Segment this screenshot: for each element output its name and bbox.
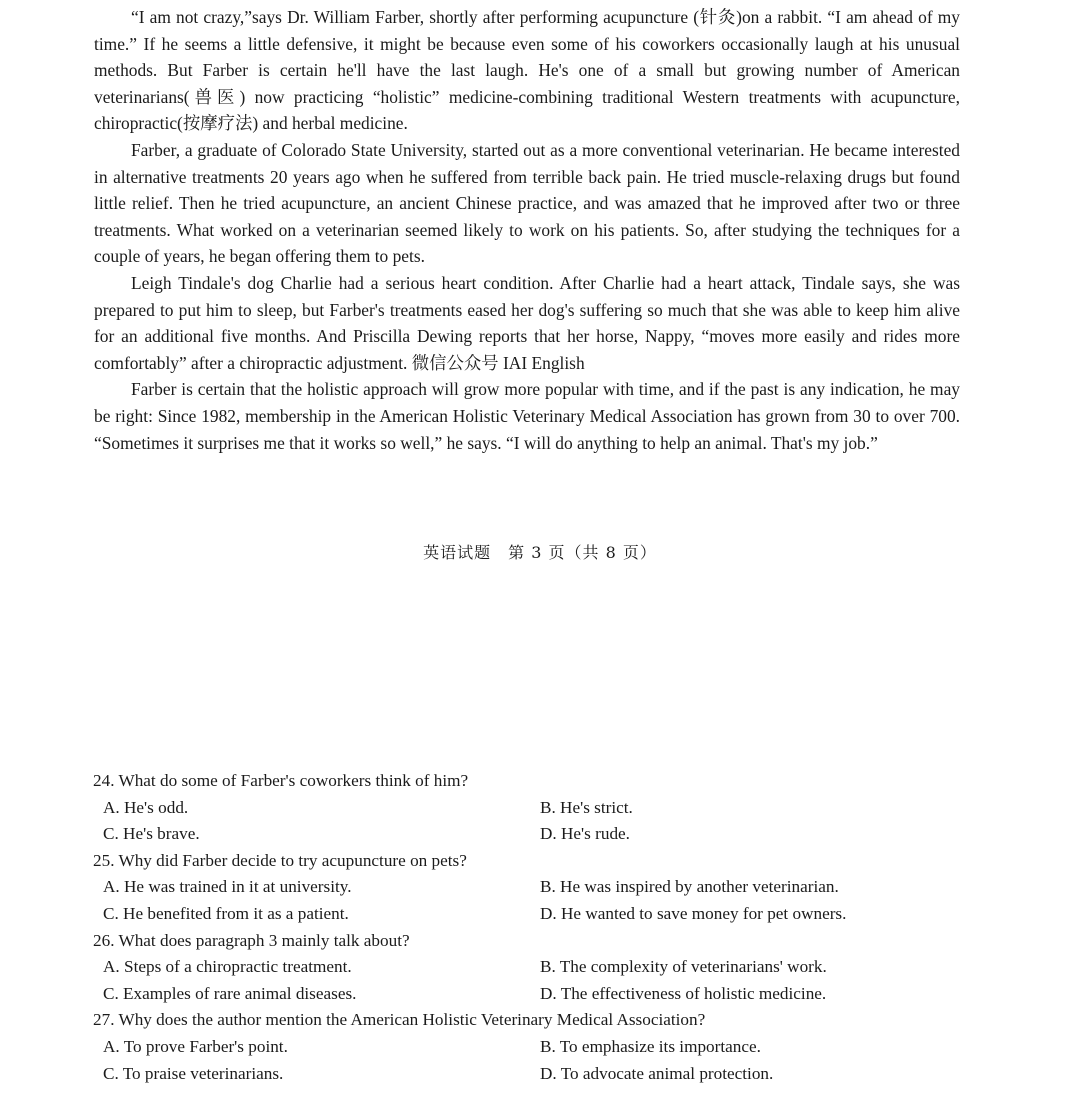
- question-options: [93, 874, 973, 927]
- option-b: B. To emphasize its importance.: [540, 1036, 761, 1056]
- question-stem: 24. What do some of Farber's coworkers think of him?: [93, 771, 469, 790]
- option-d: D. To advocate animal protection.: [540, 1063, 774, 1083]
- option-c: C. He's brave.: [103, 824, 200, 844]
- option-d: D. He's rude.: [540, 824, 630, 844]
- option-d: D. He wanted to save money for pet owners.: [540, 903, 847, 923]
- question-options: [93, 1034, 973, 1087]
- option-c: C. He benefited from it as a patient.: [103, 903, 349, 923]
- option-c: C. Examples of rare animal diseases.: [103, 983, 357, 1003]
- option-b: B. The complexity of veterinarians' work.: [540, 957, 827, 977]
- page-footer: 英语试题 第 3 页（共 8 页）: [423, 543, 657, 562]
- option-a: A. Steps of a chiropractic treatment.: [103, 957, 352, 977]
- question-stem: 27. Why does the author mention the American Holistic Veterinary Medical Association?: [93, 1010, 706, 1030]
- question-list: [93, 768, 973, 1087]
- question-stem: 25. Why did Farber decide to try acupuncture on pets?: [93, 850, 467, 870]
- reading-passage: [94, 4, 960, 456]
- option-a: A. He's odd.: [103, 797, 189, 817]
- question-24: [93, 768, 973, 848]
- passage-paragraph-4: Farber is certain that the holistic approach will grow more popular with time, and if the past is any indication, he may be right: Since 1982, membership in the American Holistic Veterinary Medical Association has grown from 30 to over 700. “Sometimes it surprises me that it works so well,” he says. “I will do anything to help an animal. That's my job.”: [94, 379, 960, 453]
- option-b: B. He's strict.: [540, 797, 633, 817]
- passage-paragraph-2: Farber, a graduate of Colorado State University, started out as a more conventional veterinarian. He became interested in alternative treatments 20 years ago when he suffered from terrible back pain. He tried muscle-relaxing drugs but found little relief. Then he tried acupuncture, an ancient Chinese practice, and was amazed that he improved after two or three treatments. What worked on a veterinarian seemed likely to work on his patients. So, after studying the techniques for a couple of years, he began offering them to pets.: [94, 139, 960, 267]
- question-stem: 26. What does paragraph 3 mainly talk about?: [93, 930, 410, 950]
- passage-paragraph-1: “I am not crazy,”says Dr. William Farber, shortly after performing acupuncture (针灸)on a rabbit. “I am ahead of my time.” If he seems a little defensive, it might be because even some of his coworkers occasionally laugh at his unusual methods. But Farber is certain he'll have the last laugh. He's one of a small but growing number of American veterinarians(兽医) now practicing “holistic” medicine-combining traditional Western treatments with acupuncture, chiropractic(按摩疗法) and herbal medicine.: [94, 7, 960, 134]
- question-27: [93, 1007, 973, 1087]
- option-d: D. The effectiveness of holistic medicine.: [540, 983, 827, 1003]
- option-a: A. He was trained in it at university.: [103, 877, 352, 897]
- question-26: [93, 928, 973, 1008]
- question-options: [93, 954, 973, 1007]
- question-25: [93, 848, 973, 928]
- question-options: [93, 795, 973, 848]
- option-a: A. To prove Farber's point.: [103, 1036, 288, 1056]
- passage-paragraph-3: Leigh Tindale's dog Charlie had a serious heart condition. After Charlie had a heart attack, Tindale says, she was prepared to put him to sleep, but Farber's treatments eased her dog's suffering so much that she was able to keep him alive for an additional five months. And Priscilla Dewing reports that her horse, Nappy, “moves more easily and rides more comfortably” after a chiropractic adjustment. 微信公众号 IAI English: [94, 272, 960, 373]
- option-c: C. To praise veterinarians.: [103, 1063, 284, 1083]
- option-b: B. He was inspired by another veterinarian.: [540, 877, 839, 897]
